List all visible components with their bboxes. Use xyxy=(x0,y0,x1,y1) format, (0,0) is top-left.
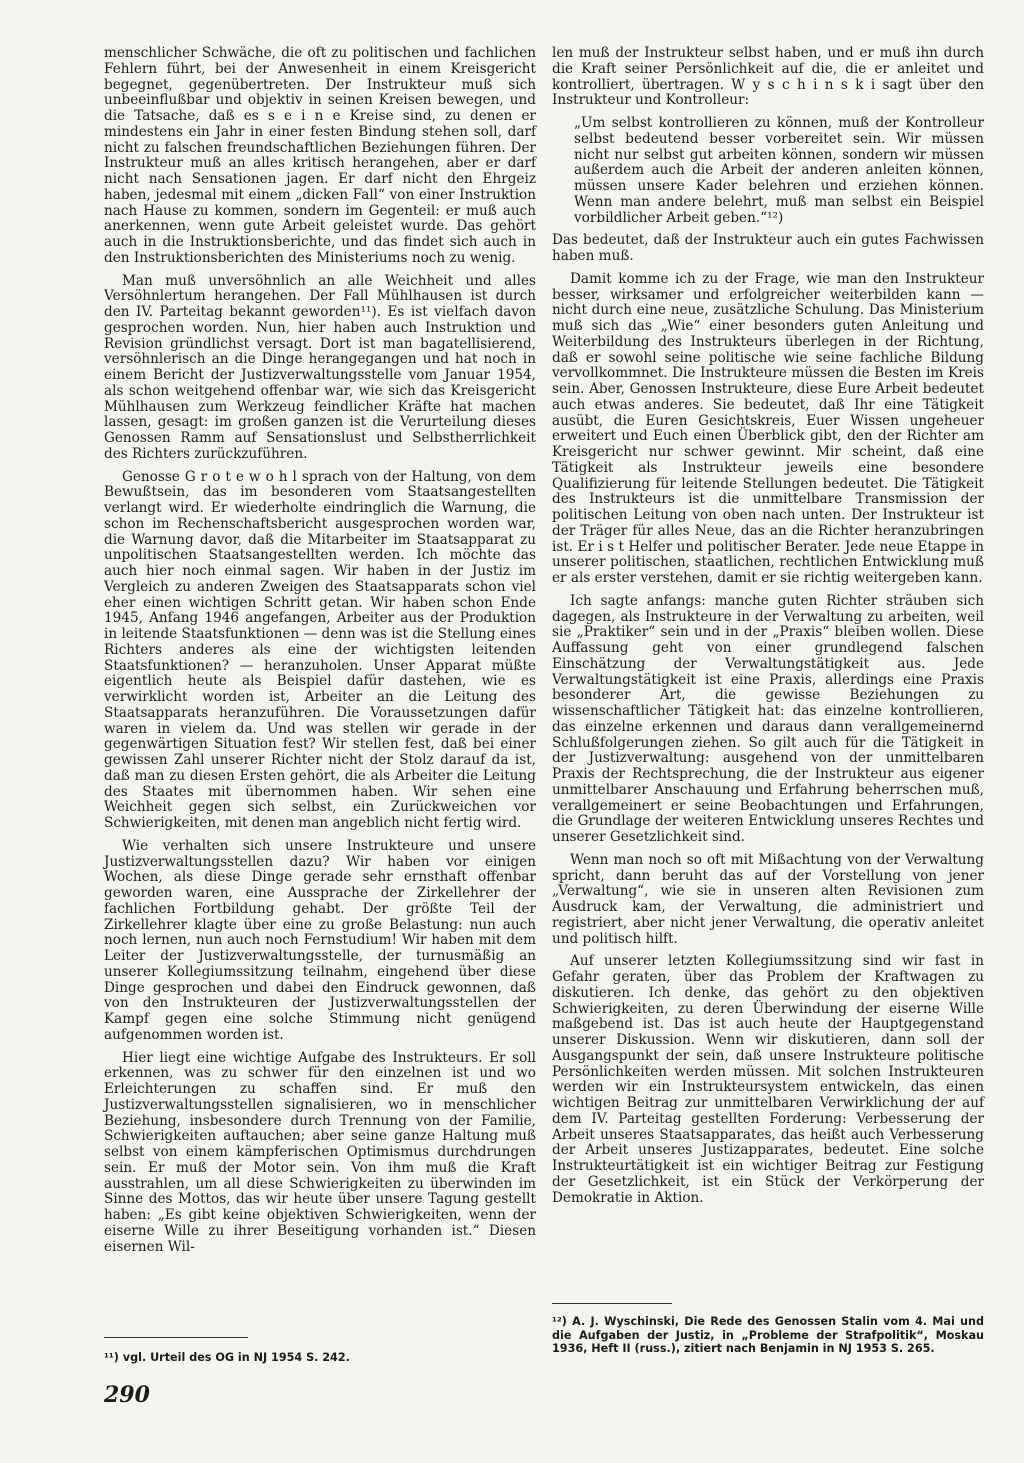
footnote-divider xyxy=(104,1337,248,1338)
paragraph: Auf unserer letzten Kollegiumssitzung sind wir fast in Gefahr geraten, über das Problem der Kraftwagen zu diskutieren. Ich denke, das gehört zu den objektiven Schwierigkeiten, zu deren Überwindung der eiserne Wille maßgebend ist. Das ist auch heute der Hauptgegenstand unserer Diskussion. Wenn wir diskutieren, dann soll der Ausgangspunkt der sein, daß unsere Instrukteure politische Persönlichkeiten werden müssen. Mit solchen Instrukteuren werden wir ein Instrukteursystem entwickeln, das einen wichtigen Beitrag zur unmittelbaren Verwirklichung der auf dem IV. Parteitag gestellten Forderung: Verbesserung der Arbeit unseres Staatsapparates, das heißt auch Verbesserung der Arbeit unseres Justizapparates, bedeutet. Eine solche Instrukteurtätigkeit ist ein wichtiger Beitrag zur Festigung der Gesetzlichkeit, ist ein Stück der Verkörperung der Demokratie in Aktion. xyxy=(552,953,984,1206)
right-column xyxy=(552,46,984,1213)
paragraph: Genosse G r o t e w o h l sprach von der Haltung, von dem Bewußtsein, das im besonderen vom Staatsangestellten verlangt wird. Er wiederholte eindringlich die Warnung, die schon im Rechenschaftsbericht ausgesprochen worden war, die Warnung davor, daß die Mitarbeiter im Staatsapparat zu unpolitischen Staatsangestellten werden. Ich möchte das auch hier noch einmal sagen. Wir haben in der Justiz im Vergleich zu anderen Zweigen des Staatsapparats schon viel eher einen wichtigen Schritt getan. Wir haben schon Ende 1945, Anfang 1946 angefangen, Arbeiter aus der Produktion in leitende Staatsfunktionen — denn was ist die Stellung eines Richters anderes als eine der wichtigsten leitenden Staatsfunktionen? — heranzuholen. Unser Apparat müßte eigentlich heute als Beispiel dafür dastehen, wie es verwirklicht worden ist, Arbeiter an die Leitung des Staatsapparats heranzuführen. Die Voraussetzungen dafür waren in vielem da. Und was stellen wir gerade in der gegenwärtigen Situation fest? Wir stellen fest, daß bei einer gewissen Zahl unserer Richter nicht der Stolz darauf da ist, daß man zu diesen Ersten gehört, die als Arbeiter die Leitung des Staates mit übernommen haben. Wir sehen eine Weichheit gegen sich selbst, ein Zurückweichen vor Schwierigkeiten, mit denen man angeblich nicht fertig wird. xyxy=(104,468,536,831)
paragraph: Damit komme ich zu der Frage, wie man den Instrukteur besser, wirksamer und erfolgreicher weiterbilden kann — nicht durch eine neue, zusätzliche Schulung. Das Ministerium muß sich das „Wie“ einer besonders guten Anleitung und Weiterbildung des Instrukteurs überlegen in der Richtung, daß er sowohl seine politische wie seine fachliche Bildung vervollkommnet. Die Instrukteure müssen die Besten im Kreis sein. Aber, Genossen Instrukteure, diese Eure Arbeit bedeutet auch etwas anderes. Sie bedeutet, daß Ihr eine Tätigkeit ausübt, die Euren Gesichtskreis, Euer Wissen ungeheuer erweitert und Euch einen Überblick gibt, den der Richter am Kreisgericht nur schwer gewinnt. Mir scheint, daß eine Tätigkeit als Instrukteur jeweils eine besondere Qualifizierung für leitende Stellungen bedeutet. Die Tätigkeit des Instrukteurs ist die unmittelbare Transmission der politischen Leitung von oben nach unten. Der Instrukteur ist der Träger für alles Neue, das an die Richter heranzubringen ist. Er i s t Helfer und politischer Berater. Jede neue Etappe in unserer politischen, staatlichen, rechtlichen Entwicklung muß er als erster verstehen, damit er sie richtig weitergeben kann. xyxy=(552,270,984,586)
page-number: 290 xyxy=(104,1382,150,1408)
paragraph: Hier liegt eine wichtige Aufgabe des Instrukteurs. Er soll erkennen, was zu schwer für den einzelnen ist und wo Erleichterungen zu schaffen sind. Er muß den Justizverwaltungsstellen signalisieren, wo in menschlicher Beziehung, insbesondere durch Trennung von der Familie, Schwierigkeiten auftauchen; aber seine ganze Haltung muß selbst von einem kämpferischen Optimismus durchdrungen sein. Er muß der Motor sein. Von ihm muß die Kraft ausstrahlen, um all diese Schwierigkeiten zu überwinden im Sinne des Mottos, das wir heute über unsere Tagung gestellt haben: „Es gibt keine objektiven Schwierigkeiten, wenn der eiserne Wille zu ihrer Beseitigung vorhanden ist.“ Diesen eisernen Wil- xyxy=(104,1049,536,1255)
paragraph: Man muß unversöhnlich an alle Weichheit und alles Versöhnlertum herangehen. Der Fall Mühlhausen ist durch den IV. Parteitag bekannt geworden¹¹). Es ist vielfach davon gesprochen worden. Nun, hier haben auch Instruktion und Revision gründlichst versagt. Dort ist man bagatellisierend, versöhnlerisch an die Dinge herangegangen und hat noch in einem Bericht der Justizverwaltungsstelle vom Januar 1954, als schon weitgehend offenbar war, wie sich das Kreisgericht Mühlhausen zum Werkzeug feindlicher Kräfte hat machen lassen, gesagt: im großen ganzen ist die Verurteilung dieses Genossen Ramm auf Sensationslust und Selbstherrlichkeit des Richters zurückzuführen. xyxy=(104,272,536,462)
left-column xyxy=(104,46,536,1262)
footnote-divider xyxy=(552,1303,672,1304)
paragraph: menschlicher Schwäche, die oft zu politischen und fachlichen Fehlern führt, bei der Anwesenheit in einem Kreisgericht begegnet, gegenübertreten. Der Instrukteur muß sich unbeeinflußbar und objektiv in seinen Kreisen bewegen, und die Tatsache, daß es s e i n e Kreise sind, zu denen er mindestens ein Jahr in einer festen Bindung stehen soll, darf nicht zu falschen freundschaftlichen Beziehungen führen. Der Instrukteur muß an alles kritisch herangehen, aber er darf nicht nach Sensationen jagen. Er darf nicht den Ehrgeiz haben, jedesmal mit einem „dicken Fall“ von einer Instruktion nach Hause zu kommen, sondern im Gegenteil: er muß auch anerkennen, wenn gute Arbeit geleistet wurde. Das gehört auch in die Instruktionsberichte, und das findet sich auch in den Instruktionsberichten des Ministeriums noch zu wenig. xyxy=(104,45,536,266)
paragraph: len muß der Instrukteur selbst haben, und er muß ihn durch die Kraft seiner Persönlichkeit auf die, die er anleitet und kontrolliert, übertragen. W y s c h i n s k i sagt über den Instrukteur und Kontrolleur: xyxy=(552,45,984,109)
paragraph: Wenn man noch so oft mit Mißachtung von der Verwaltung spricht, dann beruht das auf der Vorstellung von jener „Verwaltung“, wie sie in unseren alten Revisionen zum Ausdruck kam, der Verwaltung, die administriert und registriert, aber nicht jener Verwaltung, die operativ anleitet und politisch hilft. xyxy=(552,851,984,947)
footnote-12: ¹²) A. J. Wyschinski, Die Rede des Genossen Stalin vom 4. Mai und die Aufgaben der Justiz, in „Probleme der Strafpolitik“, Moskau 1936, Heft II (russ.), zitiert nach Benjamin in NJ 1953 S. 265. xyxy=(552,1315,984,1355)
paragraph: Wie verhalten sich unsere Instrukteure und unsere Justizverwaltungsstellen dazu? Wir haben vor einigen Wochen, als diese Dinge gerade sehr ernsthaft offenbar geworden waren, eine Aussprache der Zirkellehrer der fachlichen Fortbildung gehabt. Der größte Teil der Zirkellehrer klagte über eine zu große Belastung: nun auch noch lernen, nun auch noch Fernstudium! Wir haben mit dem Leiter der Justizverwaltungsstelle, der turnusmäßig an unserer Kollegiumssitzung teilnahm, eingehend über diese Dinge gesprochen und dabei den Eindruck gewonnen, daß von den Instrukteuren der Justizverwaltungsstellen der Kampf gegen eine solche Stimmung nicht genügend aufgenommen worden ist. xyxy=(104,837,536,1043)
quotation: „Um selbst kontrollieren zu können, muß der Kontrolleur selbst bedeutend besser vorbereitet sein. Wir müssen nicht nur selbst gut arbeiten können, sondern wir müssen außerdem auch die Arbeit der anderen anleiten können, müssen unsere Kader belehren und erziehen können. Wenn man andere belehrt, muß man selbst ein Beispiel vorbildlicher Arbeit geben.“¹²) xyxy=(574,115,984,226)
paragraph: Das bedeutet, daß der Instrukteur auch ein gutes Fachwissen haben muß. xyxy=(552,232,984,264)
paragraph: Ich sagte anfangs: manche guten Richter sträuben sich dagegen, als Instrukteure in der Verwaltung zu arbeiten, weil sie „Praktiker“ sein und in der „Praxis“ bleiben wollen. Diese Auffassung geht von einer grundlegend falschen Einschätzung der Verwaltungstätigkeit aus. Jede Verwaltungstätigkeit ist eine Praxis, allerdings eine Praxis besonderer Art, die gewisse Beziehungen zu wissenschaftlicher Tätigkeit hat: das einzelne kontrollieren, das einzelne erkennen und daraus dann verallgemeinernd Schlußfolgerungen ziehen. So gilt auch für die Tätigkeit in der Justizverwaltung: ausgehend von der unmittelbaren Praxis der Rechtsprechung, die der Instrukteur aus eigener unmittelbarer Anschauung und Erfahrung beherrschen muß, verallgemeinert er seine Beobachtungen und Erfahrungen, die Grundlage der weiteren Entwicklung unseres Rechtes und unserer Gesetzlichkeit sind. xyxy=(552,592,984,845)
footnote-11: ¹¹) vgl. Urteil des OG in NJ 1954 S. 242. xyxy=(104,1351,350,1364)
